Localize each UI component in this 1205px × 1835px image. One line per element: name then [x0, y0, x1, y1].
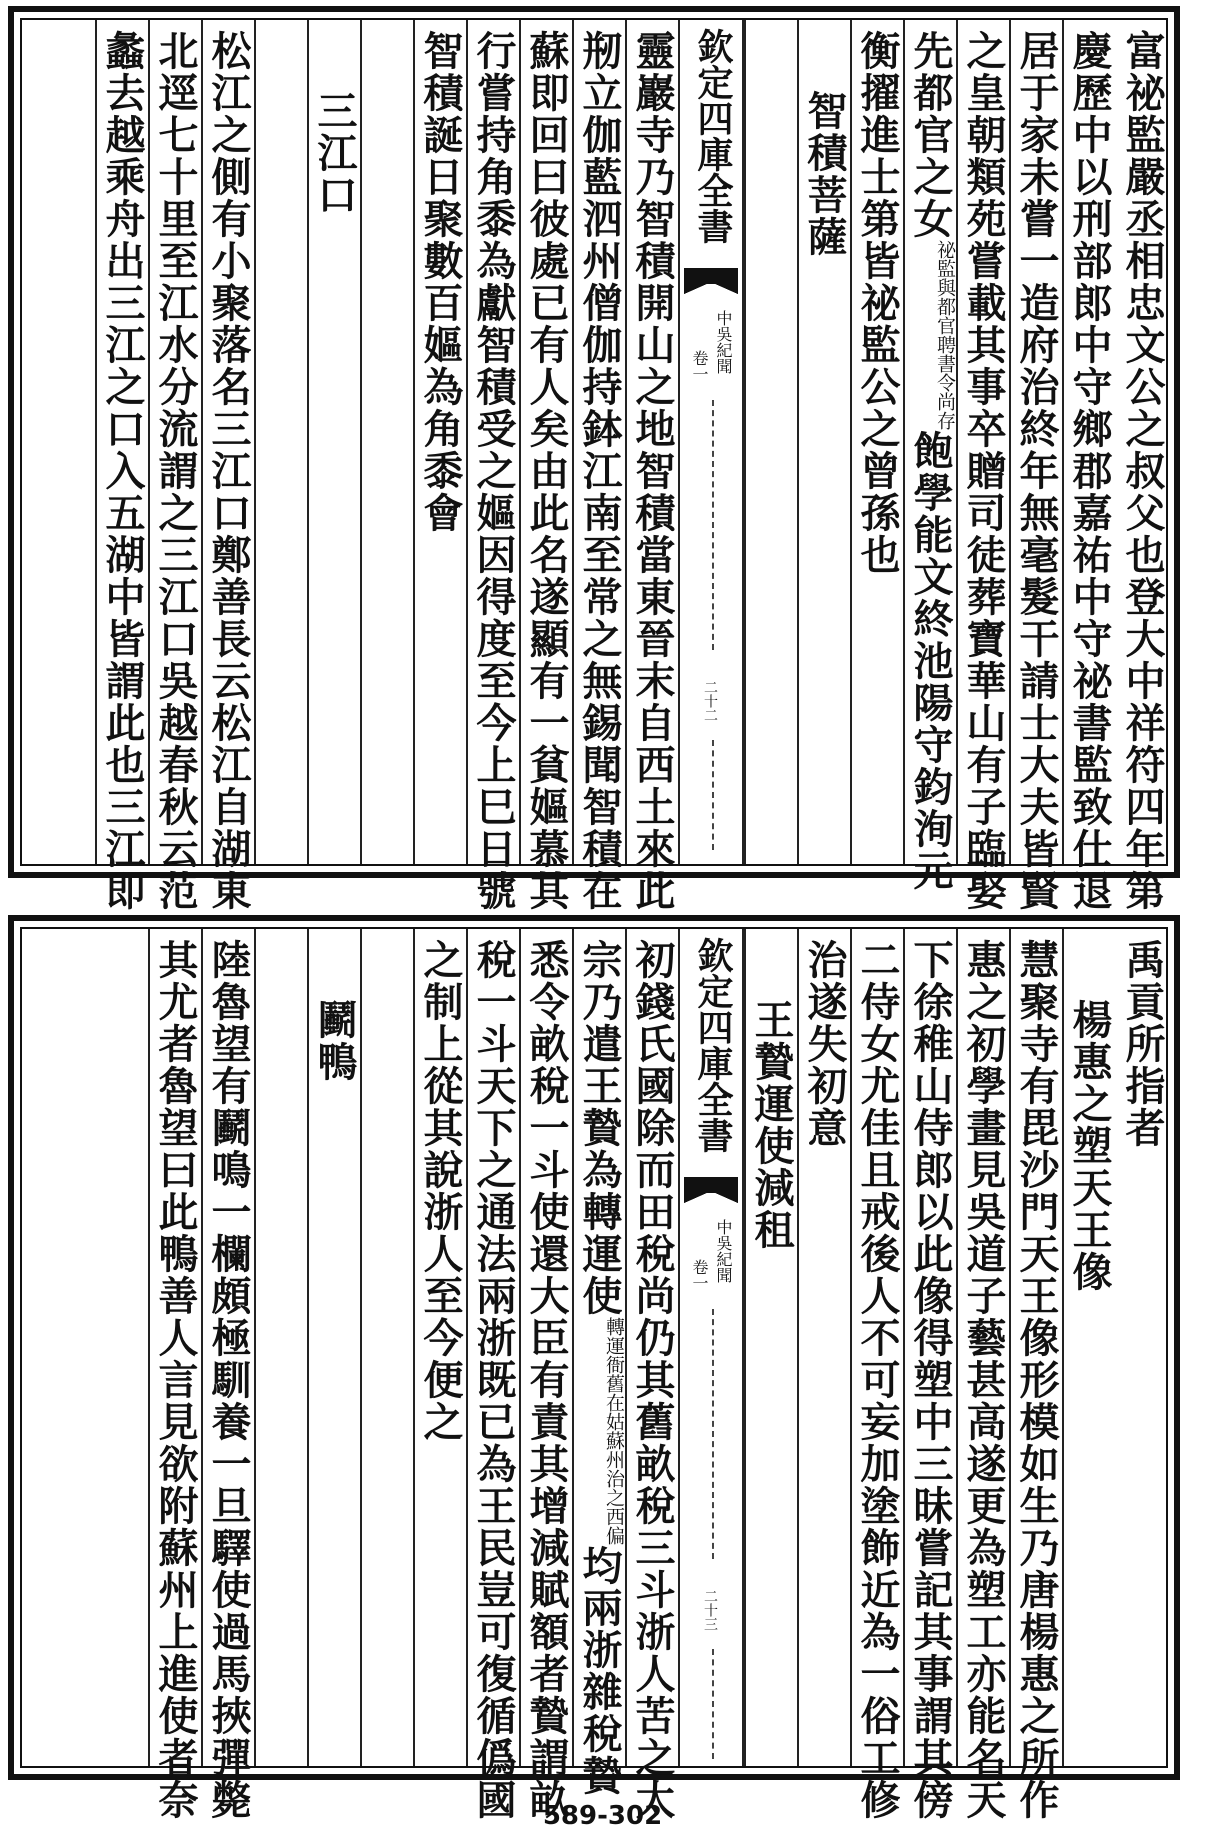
text-column	[572, 20, 625, 912]
leaf-number: 二十二	[702, 680, 718, 722]
column-text	[905, 30, 956, 892]
volume-label: 卷一	[690, 1259, 709, 1291]
text-column	[413, 20, 466, 864]
column-text: 禹貢所指者	[1119, 939, 1166, 1149]
column-text-part: 先都官之女	[907, 30, 954, 240]
upper-page-frame	[20, 18, 1168, 912]
blank-column	[22, 20, 95, 864]
text-column	[572, 929, 625, 1797]
text-column	[1062, 929, 1115, 1766]
page-number: 589-302	[542, 1801, 663, 1831]
blank-column	[22, 929, 148, 1766]
book-title: 中吳紀聞	[714, 1219, 733, 1283]
column-text: 陸魯望有鬬鳴一欄頗極馴養一旦驛使過馬挾彈斃	[205, 939, 252, 1821]
text-column	[519, 929, 572, 1821]
text-column	[903, 929, 956, 1821]
text-column	[148, 20, 201, 912]
column-text: 衡擢進士第皆祕監公之曾孫也	[854, 30, 901, 576]
column-text-part: 均兩浙雜稅贄	[576, 1545, 623, 1797]
column-text: 富祕監嚴丞相忠文公之叔父也登大中祥符四年第	[1119, 30, 1166, 912]
text-column	[850, 20, 903, 864]
blank-column	[360, 929, 413, 1766]
text-column	[466, 20, 519, 912]
fishtail-mark	[684, 1177, 738, 1203]
column-text: 其尤者魯望曰此鴨善人言見欲附蘇州上進使者奈	[152, 939, 199, 1821]
column-text: 慶歷中以刑部郎中守鄉郡嘉祐中守祕書監致仕退	[1066, 30, 1113, 912]
text-column	[519, 20, 572, 912]
fold-line	[712, 400, 714, 650]
blank-column	[744, 20, 797, 864]
column-text: 居于家未嘗一造府治終年無毫髮干請士大夫皆賢	[1013, 30, 1060, 912]
text-column	[1115, 929, 1168, 1766]
column-text: 蠡去越乘舟出三江之口入五湖中皆謂此也三江即	[99, 30, 146, 912]
section-heading: 三江口	[311, 90, 358, 216]
text-column	[625, 20, 678, 912]
section-heading: 鬬鴨	[311, 999, 358, 1083]
text-column	[1062, 20, 1115, 912]
section-heading: 楊惠之塑天王像	[1066, 999, 1113, 1293]
text-column	[744, 929, 797, 1766]
volume-label: 卷一	[690, 350, 709, 382]
inline-note: 祕監與都官聘書令尚存	[934, 240, 956, 430]
collection-title: 欽定四庫全書	[692, 937, 734, 1153]
text-column	[95, 20, 148, 912]
text-column	[1009, 929, 1062, 1821]
column-text: 初錢氏國除而田稅尚仍其舊畝稅三斗浙人苦之太	[629, 939, 676, 1821]
column-text: 治遂失初意	[801, 939, 848, 1149]
column-text: 靈巖寺乃智積開山之地智積當東晉末自西土來此	[629, 30, 676, 912]
fold-line	[712, 1309, 714, 1559]
text-column	[201, 929, 254, 1821]
text-column	[1115, 20, 1168, 912]
column-text: 稅一斗天下之通法兩浙既已為王民豈可復循僞國	[470, 939, 517, 1821]
text-column	[1009, 20, 1062, 912]
section-heading: 智積菩薩	[801, 90, 848, 258]
column-text-part: 宗乃遣王贄為轉運使	[576, 939, 623, 1317]
text-column	[903, 20, 956, 892]
column-text: 蘇即回曰彼處已有人矣由此名遂顯有一貧嫗慕其	[523, 30, 570, 912]
text-column	[466, 929, 519, 1821]
text-column	[307, 929, 360, 1766]
center-fold	[678, 20, 744, 864]
column-text: 北逕七十里至江水分流謂之三江口吳越春秋云范	[152, 30, 199, 912]
column-text	[574, 939, 625, 1797]
text-column	[797, 929, 850, 1766]
leaf-number: 二十三	[702, 1589, 718, 1631]
center-fold	[678, 929, 744, 1766]
blank-column	[254, 20, 307, 864]
text-column	[625, 929, 678, 1821]
text-column	[307, 20, 360, 864]
column-text: 二侍女尤佳且戒後人不可妄加塗飾近為一俗工修	[854, 939, 901, 1821]
column-text-part: 飽學能文終池陽守鈞洵元	[907, 430, 954, 892]
fishtail-mark	[684, 268, 738, 294]
text-column	[797, 20, 850, 864]
text-column	[148, 929, 201, 1821]
fold-line	[712, 1649, 714, 1759]
column-text: 慧聚寺有毘沙門天王像形模如生乃唐楊惠之所作	[1013, 939, 1060, 1821]
column-text: 松江之側有小聚落名三江口鄭善長云松江自湖東	[205, 30, 252, 912]
text-column	[956, 20, 1009, 912]
text-column	[201, 20, 254, 912]
column-text: 之制上從其說浙人至今便之	[417, 939, 464, 1443]
text-column	[413, 929, 466, 1766]
blank-column	[254, 929, 307, 1766]
column-text: 之皇朝類苑嘗載其事卒贈司徒葬寶華山有子臨娶	[960, 30, 1007, 912]
column-text: 悉令畝稅一斗使還大臣有責其增減賦額者贄謂畝	[523, 939, 570, 1821]
text-column	[956, 929, 1009, 1821]
column-text: 惠之初學畫見吳道子藝甚高遂更為塑工亦能名天	[960, 939, 1007, 1821]
blank-column	[360, 20, 413, 864]
text-column	[850, 929, 903, 1821]
column-text: 智積誕日聚數百嫗為角黍會	[417, 30, 464, 534]
column-text: 下徐稚山侍郎以此像得塑中三昧嘗記其事謂其傍	[907, 939, 954, 1821]
inline-note: 轉運衙舊在姑蘇州治之西偏	[603, 1317, 625, 1545]
column-text: 行嘗持角黍為獻智積受之嫗因得度至今上巳日號	[470, 30, 517, 912]
column-text: 剏立伽藍泗州僧伽持鉢江南至常之無錫聞智積在	[576, 30, 623, 912]
book-title: 中吳紀聞	[714, 310, 733, 374]
collection-title: 欽定四庫全書	[692, 28, 734, 244]
fold-line	[712, 740, 714, 850]
section-heading: 王贄運使減租	[748, 999, 795, 1251]
upper-page	[8, 6, 1180, 912]
